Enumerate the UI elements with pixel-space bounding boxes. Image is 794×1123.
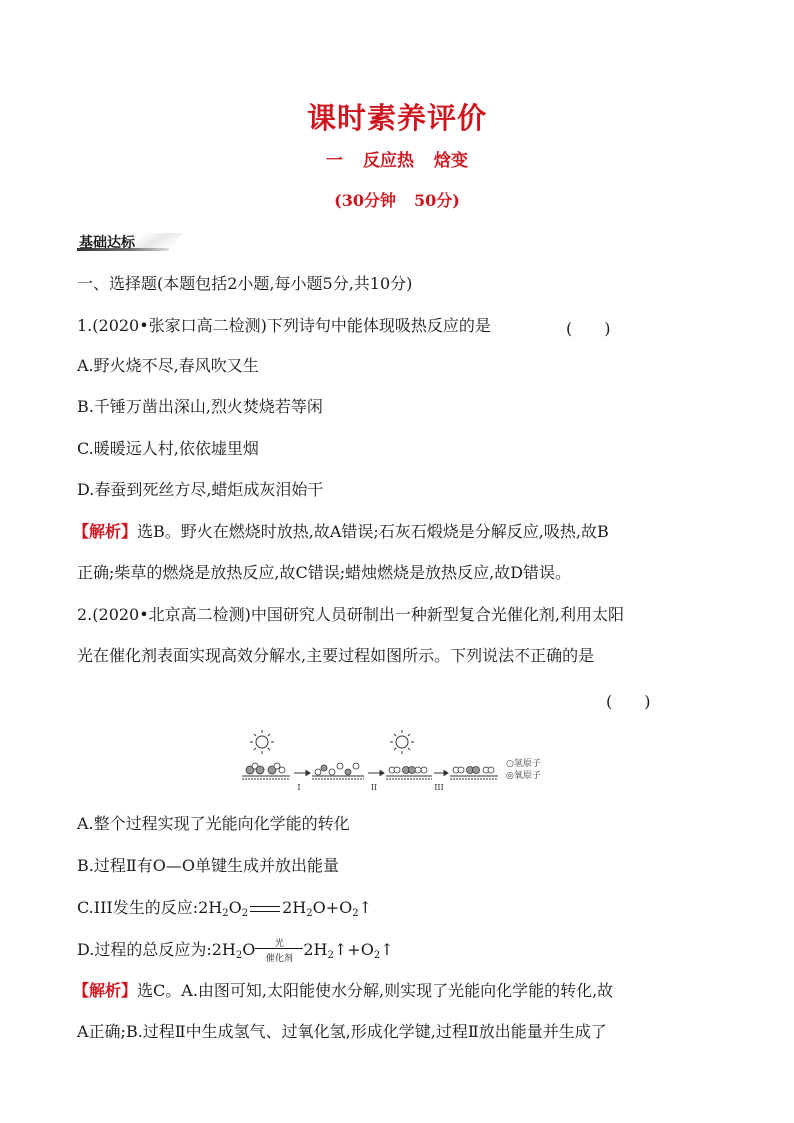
photocatalysis-diagram (240, 728, 570, 798)
q2-analysis-line2: A正确;B.过程Ⅱ中生成氢气、过氧化氢,形成化学键,过程Ⅱ放出能量并生成了 (77, 1022, 607, 1041)
step-label-2: II (370, 783, 378, 792)
lesson-number: 一 (326, 151, 343, 171)
q2-option-d: D.过程的总反应为$:2H_2O$ 光 催化剂 $2H_2↑+O_2↑$ (77, 940, 394, 960)
duration-score: 50分) (414, 191, 460, 210)
q2-option-c: C.III发生的反应$:2H_2O_2$ $2H_2O+O_2↑$ (77, 898, 373, 919)
q1-option-b: B.千锤万凿出深山,烈火焚烧若等闲 (77, 397, 323, 416)
section-tag (77, 232, 169, 252)
sun-icon (250, 730, 274, 754)
q2-analysis-line1: 【解析】选C。A.由图可知,太阳能使水分解,则实现了光能向化学能的转化,故 (73, 981, 614, 1000)
q2-option-a: A.整个过程实现了光能向化学能的转化 (77, 814, 350, 833)
legend-oxygen: ◎氧原子 (506, 771, 541, 781)
part-heading: 一、选择题(本题包括2小题,每小题5分,共10分) (77, 274, 413, 293)
q1-analysis-line2: 正确;柴草的燃烧是放热反应,故C错误;蜡烛燃烧是放热反应,故D错误。 (77, 563, 572, 582)
q1-option-d: D.春蚕到死丝方尽,蜡炬成灰泪始干 (77, 480, 324, 499)
lesson-topic-a: 反应热 (363, 151, 414, 171)
lesson-topic-b: 焓变 (434, 151, 468, 171)
q1-option-a: A.野火烧不尽,春风吹又生 (77, 356, 259, 375)
q2-stem-line2: 光在催化剂表面实现高效分解水,主要过程如图所示。下列说法不正确的是 (77, 646, 595, 665)
condition-catalyst: 催化剂 (265, 954, 293, 964)
q2-answer-bracket: ( ) (606, 692, 651, 711)
products-molecules (453, 767, 494, 774)
duration-minutes: (30分钟 (334, 191, 396, 210)
step-label-1: I (297, 783, 301, 792)
analysis-label: 【解析】 (73, 522, 138, 541)
analysis-label: 【解析】 (73, 981, 138, 1000)
q2-stem-line1: 2.(2020•北京高二检测)中国研究人员研制出一种新型复合光催化剂,利用太阳 (77, 605, 624, 624)
q1-option-c: C.暖暖远人村,依依墟里烟 (77, 439, 259, 458)
q1-answer-bracket: ( ) (566, 319, 611, 338)
water-molecules (246, 763, 285, 774)
intermediate-atoms (315, 763, 359, 775)
section-label: 基础达标 (79, 235, 135, 251)
sun-icon (390, 730, 414, 754)
legend-hydrogen: ○氢原子 (506, 759, 541, 769)
h2-h2o2-molecules (389, 767, 427, 774)
catalyst-surface (242, 776, 498, 779)
q1-stem: 1.(2020•张家口高二检测)下列诗句中能体现吸热反应的是 (77, 316, 491, 335)
q2-option-b: B.过程Ⅱ有O—O单键生成并放出能量 (77, 856, 339, 875)
time-score-info (0, 188, 794, 211)
reaction-condition (255, 939, 303, 964)
page-title: 课时素养评价 (306, 101, 487, 135)
equation-sign (250, 906, 280, 912)
lesson-subtitle (0, 146, 794, 171)
q1-analysis-line1: 【解析】选B。野火在燃烧时放热,故A错误;石灰石煅烧是分解反应,吸热,故B (73, 522, 609, 541)
condition-light: 光 (274, 939, 284, 949)
step-label-3: III (434, 783, 444, 792)
